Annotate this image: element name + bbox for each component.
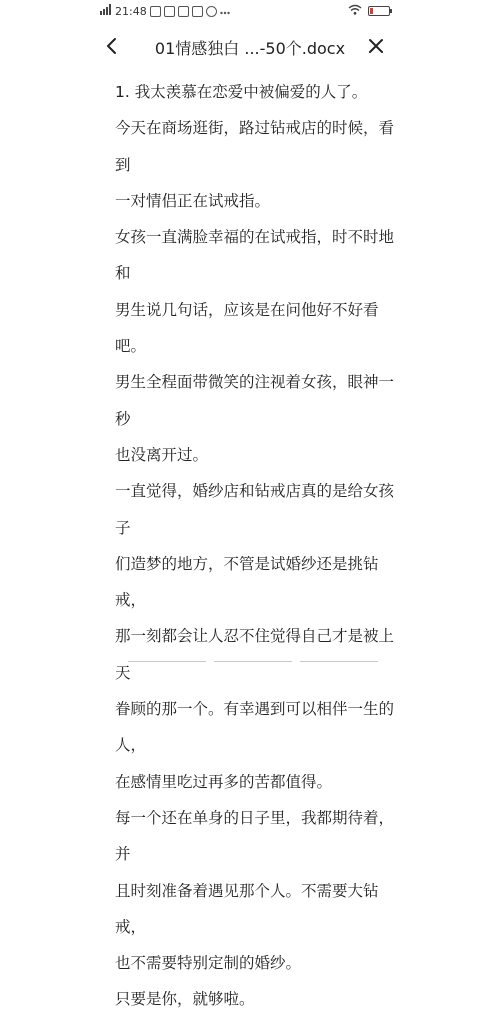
document-line: 男生全程面带微笑的注视着女孩，眼神一秒: [115, 373, 395, 428]
signal-icon: [100, 4, 112, 18]
status-left: [100, 4, 230, 18]
document-header: [0, 26, 500, 66]
app-notification-icon: [178, 6, 189, 17]
battery-icon: [368, 6, 390, 16]
document-line: 一直觉得，婚纱店和钻戒店真的是给女孩子: [115, 482, 395, 537]
document-line: 那一刻都会让人忍不住觉得自己才是被上天: [115, 627, 395, 682]
document-line: 且时刻准备着遇见那个人。不需要大钻戒，: [115, 881, 379, 936]
status-time: 21:48: [115, 4, 147, 18]
toolbar-divider: [300, 661, 378, 667]
more-notifications-icon: [220, 5, 230, 18]
status-right: [348, 4, 390, 18]
wifi-icon: [348, 4, 362, 18]
battery-cap: [390, 9, 392, 13]
app-notification-icon: [206, 6, 217, 17]
toolbar-divider: [128, 661, 206, 667]
document-body[interactable]: [115, 74, 400, 1018]
back-button[interactable]: [100, 34, 124, 58]
toolbar-divider: [214, 661, 292, 667]
chevron-left-icon: [100, 34, 124, 58]
document-line: 女孩一直满脸幸福的在试戒指，时不时地和: [115, 228, 395, 283]
document-line: 也不需要特别定制的婚纱。: [115, 954, 302, 973]
close-button[interactable]: [364, 34, 388, 58]
document-title: 01情感独白 ...-50个.docx: [154, 39, 346, 58]
bottom-toolbar: [128, 661, 378, 667]
app-notification-icon: [192, 6, 203, 17]
document-line: 1. 我太羡慕在恋爱中被偏爱的人了。: [115, 83, 368, 101]
status-bar: [0, 0, 500, 22]
battery-level: [370, 8, 373, 14]
document-line: 在感情里吃过再多的苦都值得。: [115, 772, 333, 791]
document-line: 只要是你，就够啦。: [115, 990, 255, 1009]
document-line: 今天在商场逛街，路过钻戒店的时候，看到: [115, 119, 395, 174]
document-line: 每一个还在单身的日子里，我都期待着，并: [115, 808, 395, 864]
document-line: 也没离开过。: [115, 445, 209, 464]
close-icon: [364, 34, 388, 58]
document-line: 男生说几句话，应该是在问他好不好看吧。: [115, 300, 379, 356]
document-line: 们造梦的地方，不管是试婚纱还是挑钻戒，: [115, 554, 379, 610]
app-notification-icon: [150, 6, 161, 17]
app-notification-icon: [164, 6, 175, 17]
document-line: 眷顾的那一个。有幸遇到可以相伴一生的人，: [115, 700, 395, 755]
document-line: 一对情侣正在试戒指。: [115, 191, 271, 210]
